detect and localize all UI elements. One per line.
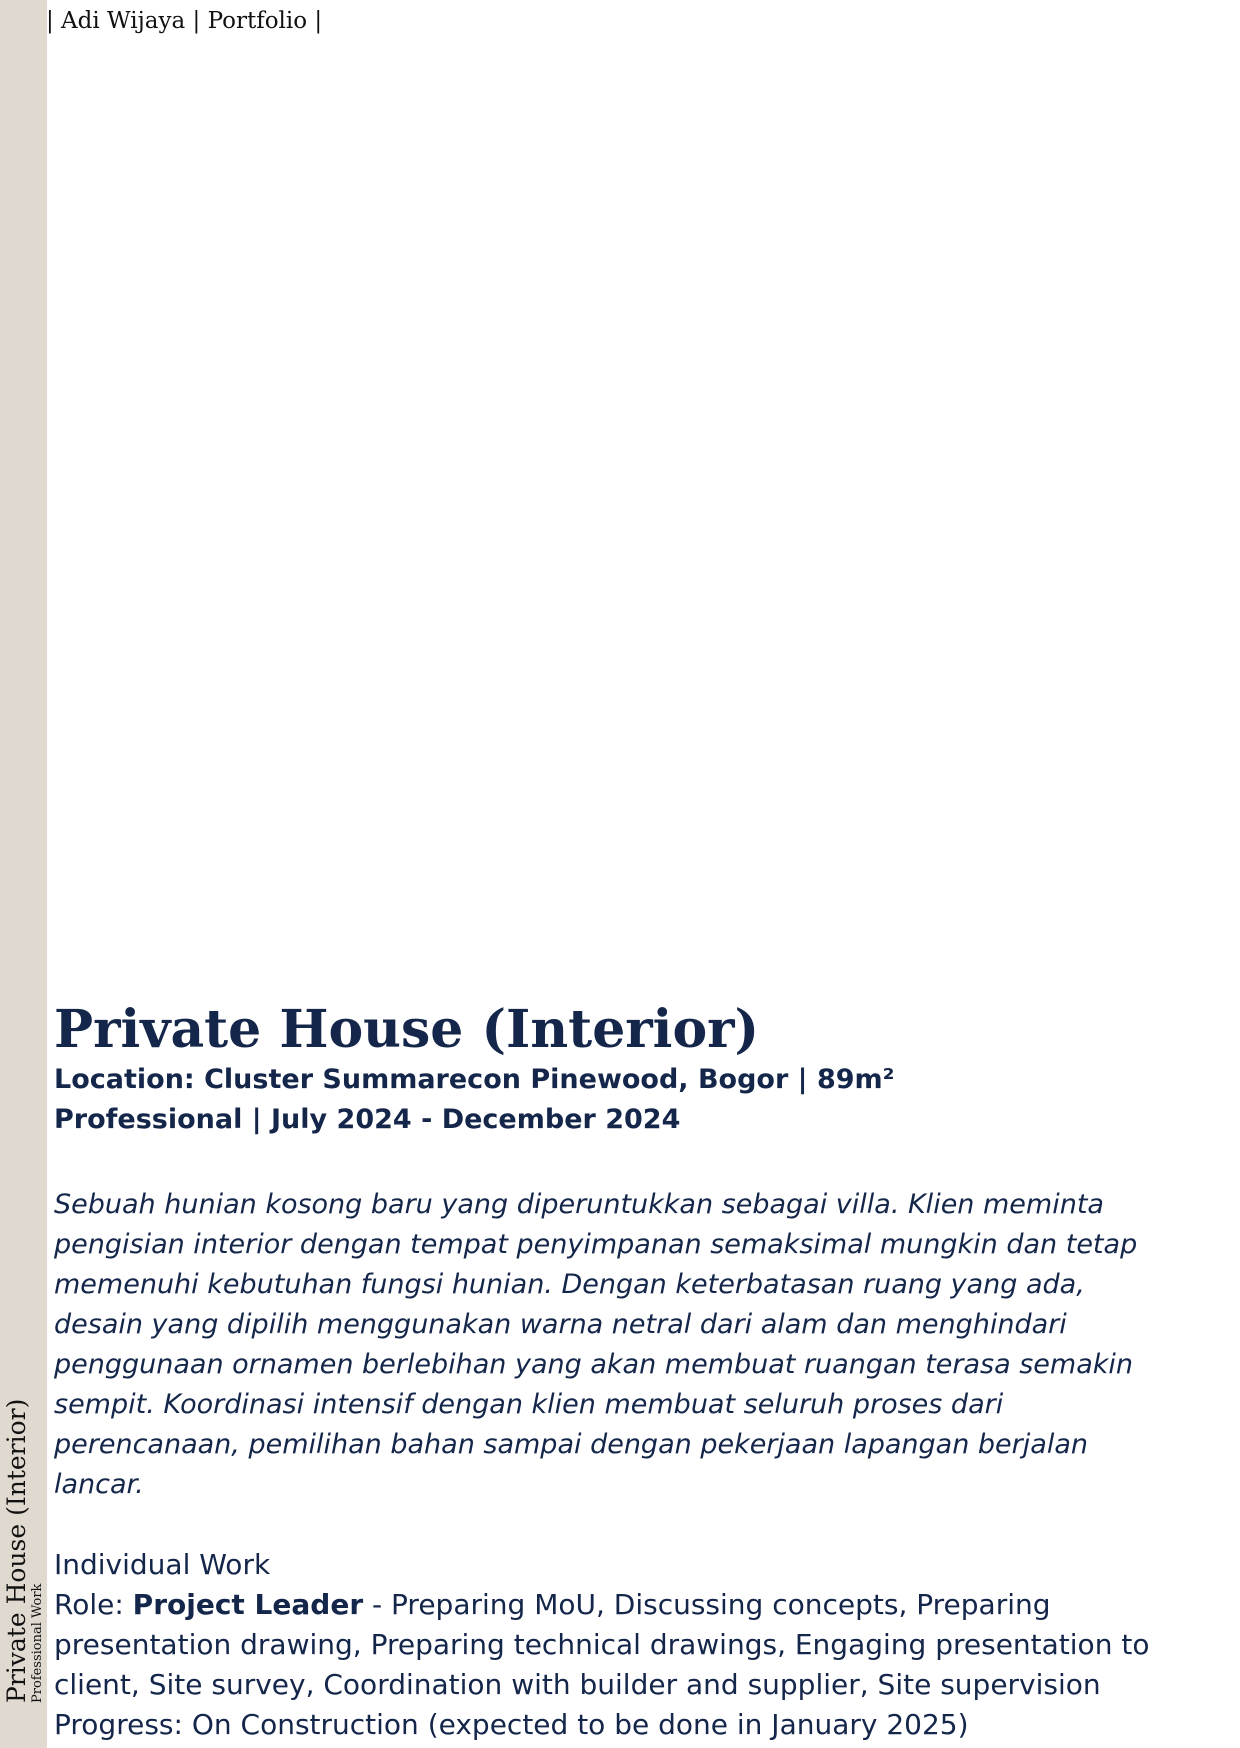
sidebar-section-label: Professional Work [30, 1583, 45, 1703]
role-line [54, 1585, 1174, 1705]
role-prefix: Role: [54, 1588, 133, 1621]
project-content [54, 1000, 1174, 1745]
project-location: Location: Cluster Summarecon Pinewood, Bogor | 89m² [54, 1064, 895, 1095]
project-details [54, 1545, 1174, 1745]
project-title: Private House (Interior) [54, 999, 760, 1060]
work-type: Individual Work [54, 1548, 271, 1581]
sidebar-project-label: Private House (Interior) [2, 1398, 31, 1703]
project-description: Sebuah hunian kosong baru yang diperuntukkan sebagai villa. Klien meminta pengisian interior dengan tempat penyimpanan semaksimal mungkin dan tetap memenuhi kebutuhan fungsi hunian. Dengan keterbatasan ruang yang ada, desain yang dipilih menggunakan warna netral dari alam dan menghindari penggunaan ornamen berlebihan yang akan membuat ruangan terasa semakin sempit. Koordinasi intensif dengan klien membuat seluruh proses dari perencanaan, pemilihan bahan sampai dengan pekerjaan lapangan berjalan lancar. [54, 1189, 1138, 1500]
project-period: Professional | July 2024 - December 2024 [54, 1104, 681, 1135]
page-header: | Adi Wijaya | Portfolio | [46, 8, 323, 34]
role-title: Project Leader [132, 1588, 364, 1621]
sidebar-strip [0, 0, 47, 1748]
sidebar-labels [2, 1243, 45, 1703]
progress-line: Progress: On Construction (expected to be done in January 2025) [54, 1708, 969, 1741]
role-tasks: - Preparing MoU, Discussing concepts, Preparing presentation drawing, Preparing technical drawings, Engaging presentation to client, Site survey, Coordination with builder and supplier, Site supervision [54, 1588, 1150, 1701]
